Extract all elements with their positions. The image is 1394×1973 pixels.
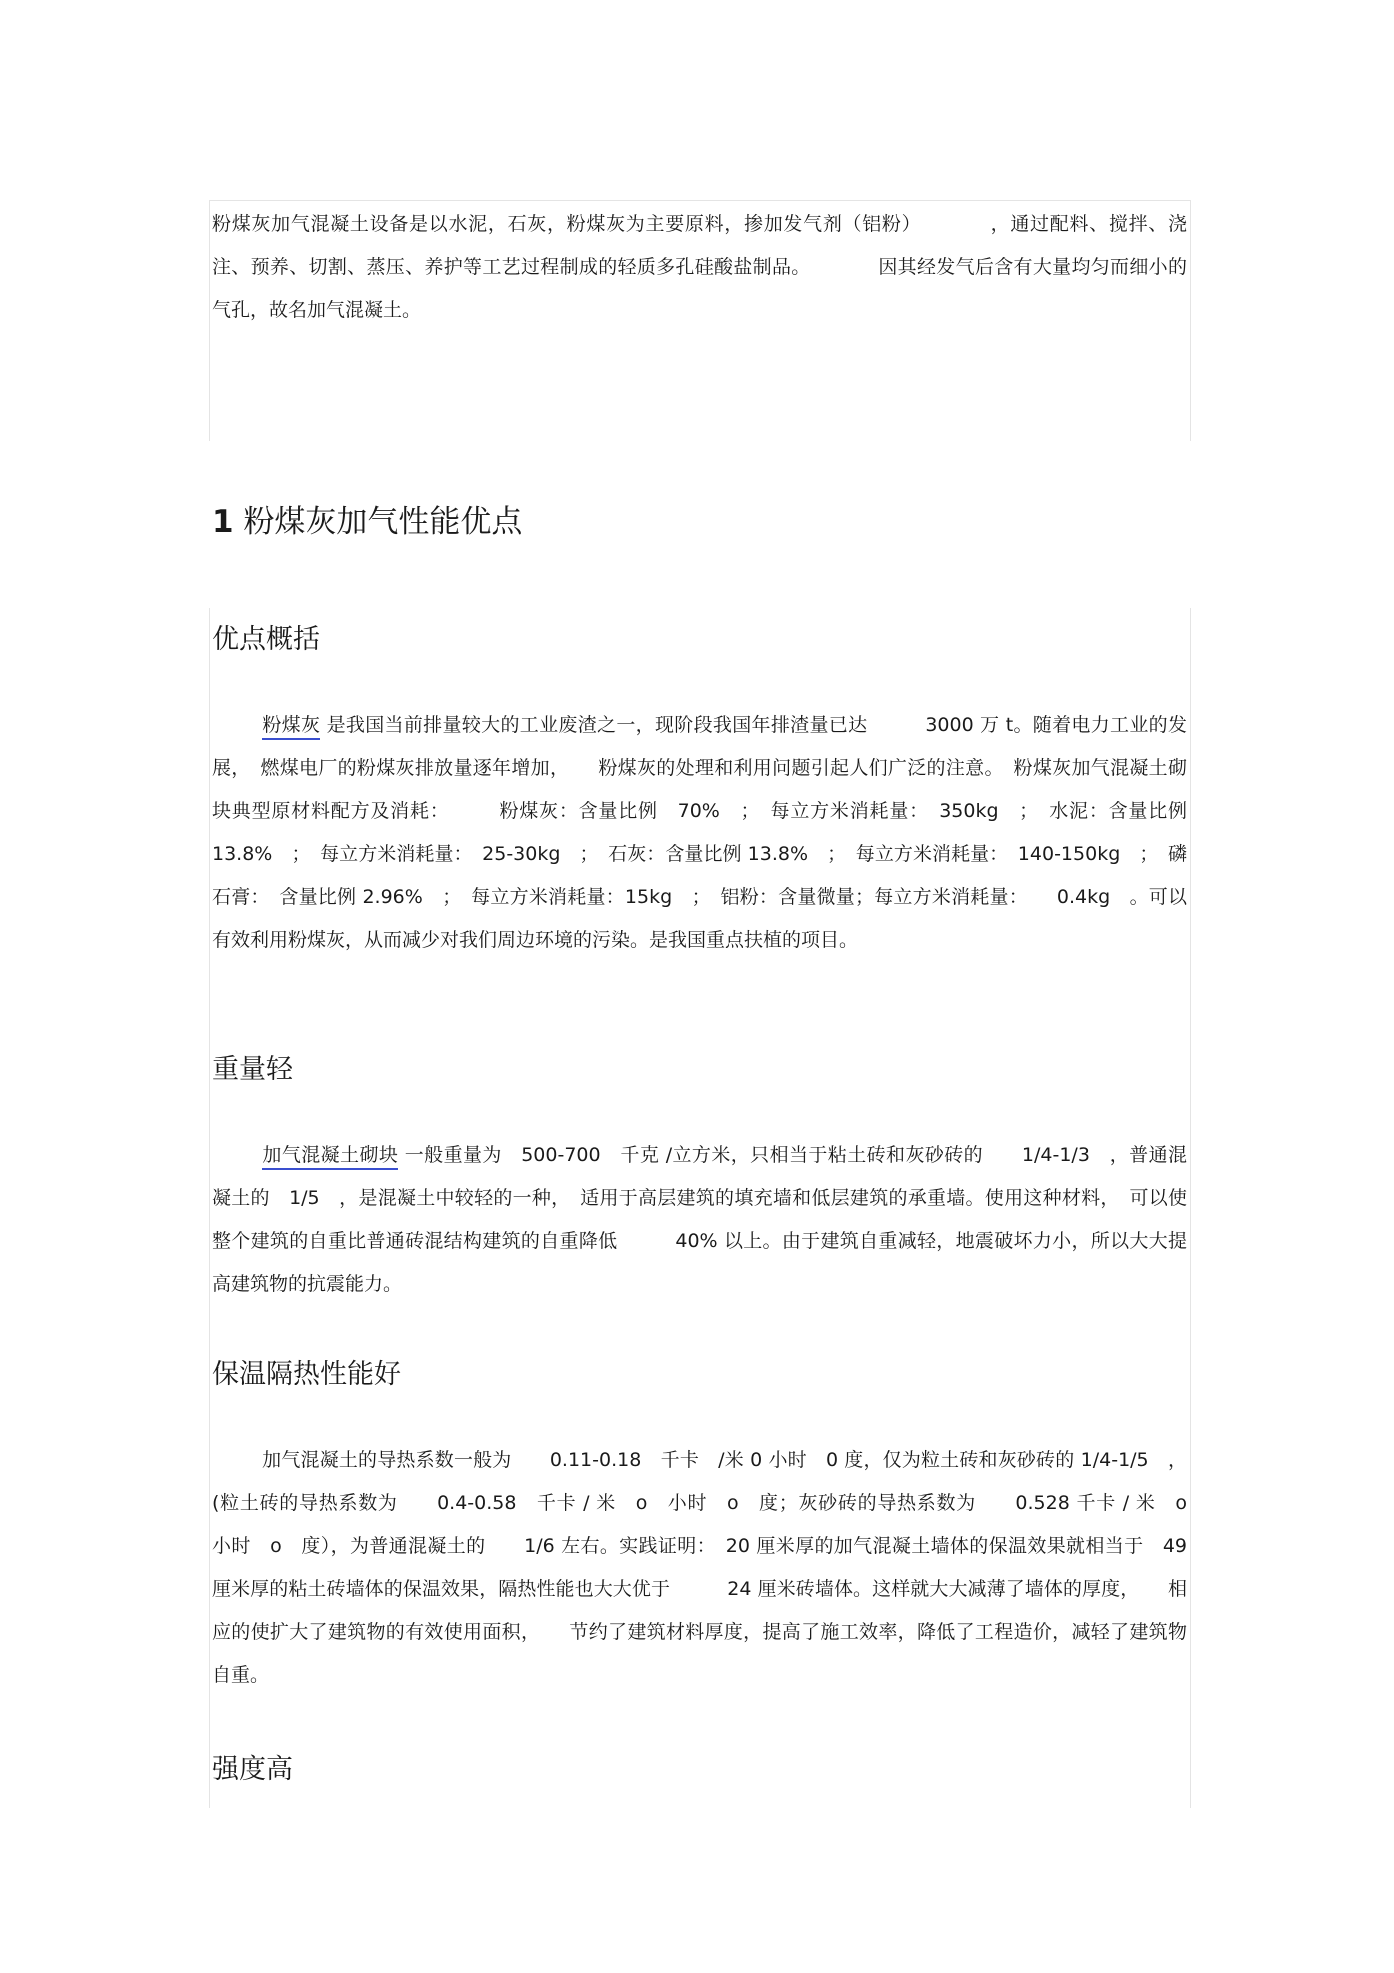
light-weight-text: 一般重量为 500-700 千克 /立方米，只相当于粘土砖和灰砂砖的 1/4-1/3 ，普通混凝土的 1/5 ，是混凝土中较轻的一种， 适用于高层建筑的填充墙和低层建筑的承重墙。使用这种材料， 可以使整个建筑的自重比普通砖混结构建筑的自重降低 40% 以上。由于建筑自重减轻，地震破坏力小，所以大大提高建筑物的抗震能力。 [212, 1144, 1187, 1295]
paragraph-advantages-summary [212, 704, 1207, 962]
paragraph-insulation [212, 1439, 1207, 1697]
insulation-text: 加气混凝土的导热系数一般为 0.11-0.18 千卡 /米 0 小时 0 度，仅为粒土砖和灰砂砖的 1/4-1/5 ，(粒土砖的导热系数为 0.4-0.58 千卡 / 米 o 小时 o 度；灰砂砖的导热系数为 0.528 千卡 / 米 o 小时 o 度），为普通混凝土的 1/6 左右。实践证明： 20 厘米厚的加气混凝土墙体的保温效果就相当于 49 厘米厚的粘土砖墙体的保温效果，隔热性能也大大优于 24 厘米砖墙体。这样就大大减薄了墙体的厚度， 相应的使扩大了建筑物的有效使用面积， 节约了建筑材料厚度，提高了施工效率，降低了工程造价，减轻了建筑物自重。 [212, 1449, 1207, 1686]
fly-ash-link[interactable]: 粉煤灰 [262, 714, 320, 740]
paragraph-light-weight [212, 1134, 1187, 1306]
intro-paragraph: 粉煤灰加气混凝土设备是以水泥，石灰，粉煤灰为主要原料，掺加发气剂（铝粉） ，通过配料、搅拌、浇注、预养、切割、蒸压、养护等工艺过程制成的轻质多孔硅酸盐制品。 因其经发气后含有大量均匀而细小的气孔，故名加气混凝土。 [212, 213, 1187, 321]
heading-insulation: 保温隔热性能好 [212, 1359, 401, 1390]
heading-light-weight: 重量轻 [212, 1054, 293, 1085]
section-title: 粉煤灰加气性能优点 [243, 504, 523, 540]
advantages-summary-text: 是我国当前排量较大的工业废渣之一，现阶段我国年排渣量已达 3000 万 t。随着电力工业的发展， 燃煤电厂的粉煤灰排放量逐年增加， 粉煤灰的处理和利用问题引起人们广泛的注意。 粉煤灰加气混凝土砌块典型原材料配方及消耗： 粉煤灰：含量比例 70% ； 每立方米消耗量： 350kg ； 水泥：含量比例 13.8% ； 每立方米消耗量： 25-30kg ； 石灰：含量比例 13.8% ； 每立方米消耗量： 140-150kg ； 磷石膏： 含量比例 2.96% ； 每立方米消耗量：15kg ； 铝粉：含量微量；每立方米消耗量： 0.4kg 。可以有效利用粉煤灰，从而减少对我们周边环境的污染。是我国重点扶植的项目。 [212, 714, 1207, 951]
section-heading [212, 500, 522, 544]
heading-high-strength: 强度高 [212, 1754, 293, 1785]
heading-advantages-summary: 优点概括 [212, 624, 320, 655]
aerated-block-link[interactable]: 加气混凝土砌块 [262, 1144, 398, 1170]
section-number: 1 [212, 504, 234, 540]
